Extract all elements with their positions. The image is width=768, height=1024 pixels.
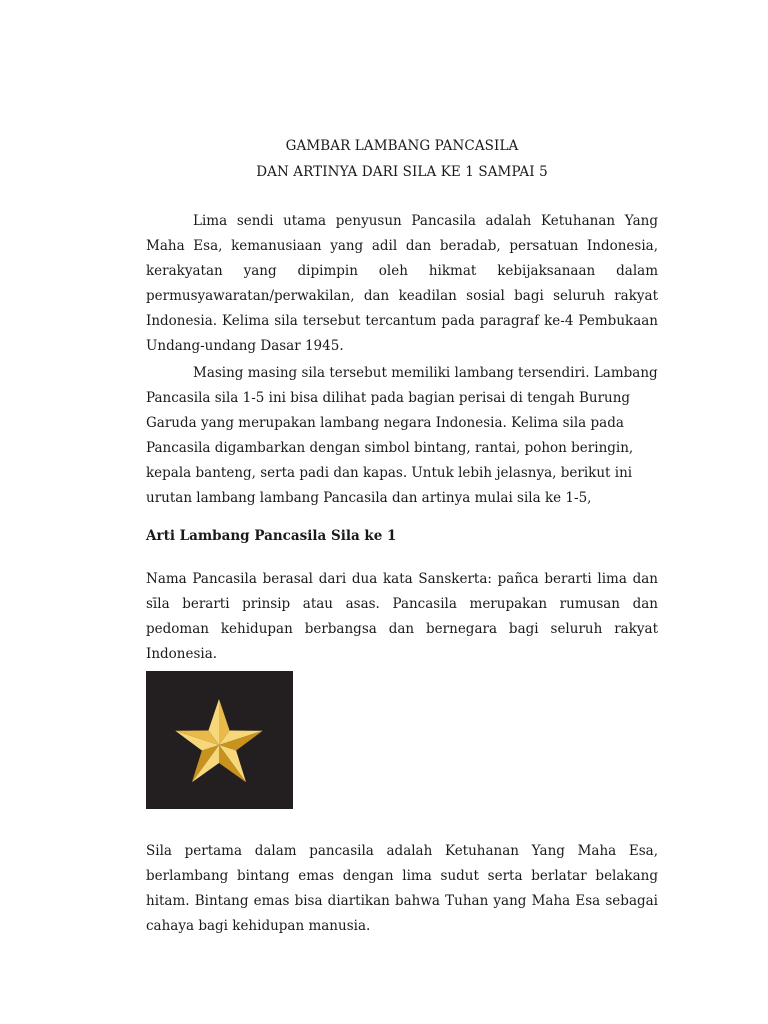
title-line-1: GAMBAR LAMBANG PANCASILA (285, 138, 519, 154)
paragraph-pancasila-name: Nama Pancasila berasal dari dua kata Sanskerta: pañca berarti lima dan sīla berarti prinsip atau asas. Pancasila merupakan rumusan dan pedoman kehidupan berbangsa dan bernegara bagi seluruh rakyat Indonesia. (146, 571, 658, 662)
paragraph-lambang: Masing masing sila tersebut memiliki lambang tersendiri. Lambang Pancasila sila 1-5 ini bisa dilihat pada bagian perisai di tengah Burung Garuda yang merupakan lambang negara Indonesia. Kelima sila pada Pancasila digambarkan dengan simbol bintang, rantai, pohon beringin, kepala banteng, serta padi dan kapas. Untuk lebih jelasnya, berikut ini urutan lambang lambang Pancasila dan artinya mulai sila ke 1-5, (146, 365, 658, 506)
document-title (146, 133, 658, 185)
paragraph-intro: Lima sendi utama penyusun Pancasila adalah Ketuhanan Yang Maha Esa, kemanusiaan yang adil dan beradab, persatuan Indonesia, kerakyatan yang dipimpin oleh hikmat kebijaksanaan dalam permusyawaratan/perwakilan, dan keadilan sosial bagi seluruh rakyat Indonesia. Kelima sila tersebut tercantum pada paragraf ke-4 Pembukaan Undang-undang Dasar 1945. (146, 213, 658, 354)
gold-star-icon (146, 671, 293, 809)
title-line-2: DAN ARTINYA DARI SILA KE 1 SAMPAI 5 (256, 164, 548, 180)
paragraph-sila-1-meaning: Sila pertama dalam pancasila adalah Ketuhanan Yang Maha Esa, berlambang bintang emas dengan lima sudut serta berlatar belakang hitam. Bintang emas bisa diartikan bahwa Tuhan yang Maha Esa sebagai cahaya bagi kehidupan manusia. (146, 843, 658, 934)
sila-1-star-image (146, 671, 293, 809)
section-heading-sila-1: Arti Lambang Pancasila Sila ke 1 (146, 528, 397, 544)
